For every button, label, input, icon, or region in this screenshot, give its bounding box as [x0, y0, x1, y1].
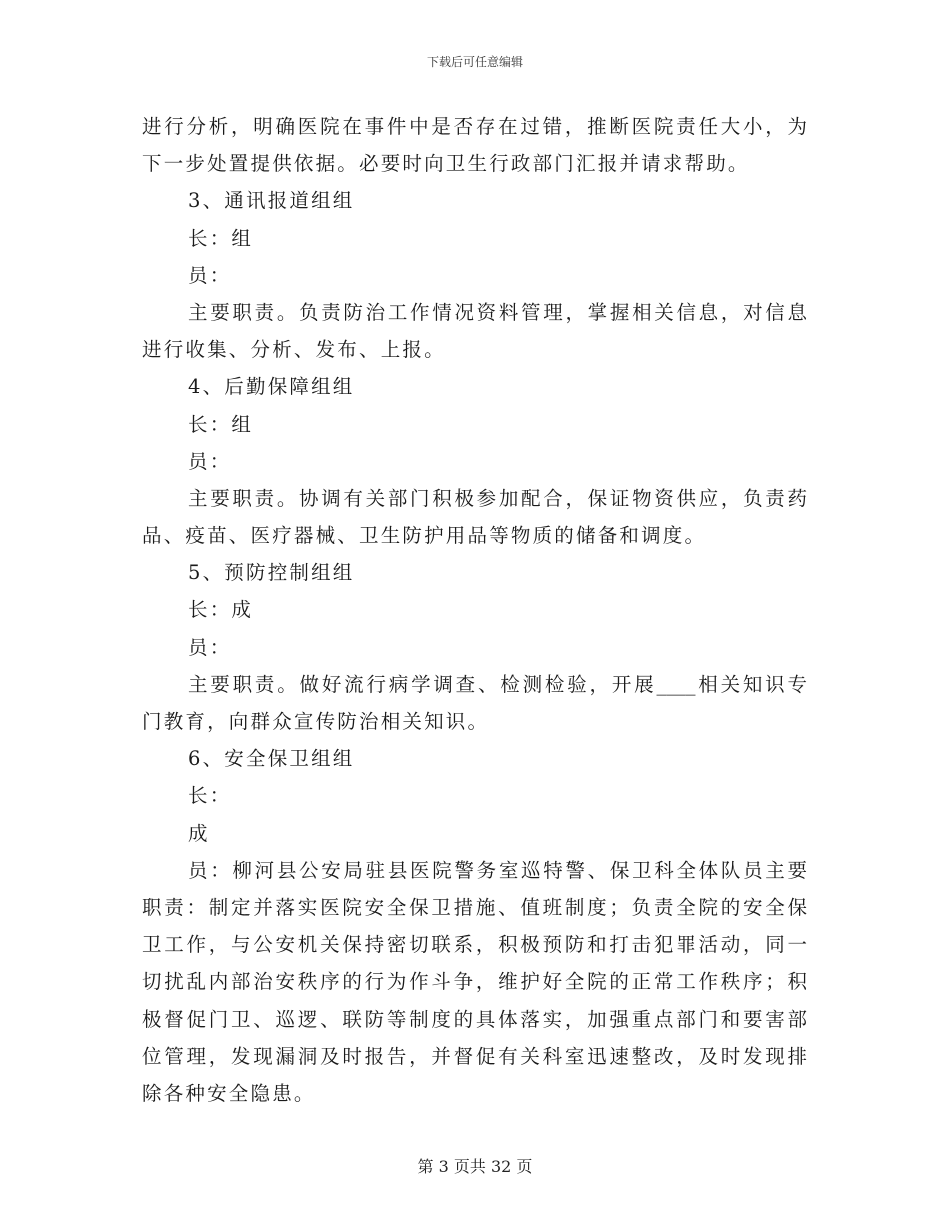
- text-line: 进行分析，明确医院在事件中是否存在过错，推断医院责任大小，为: [142, 115, 807, 138]
- text-line: 3、通讯报道组组: [188, 189, 355, 213]
- text-line: 主要职责。协调有关部门积极参加配合，保证物资供应，负责药: [188, 486, 807, 510]
- text-line: 门教育，向群众宣传防治相关知识。: [142, 710, 490, 733]
- text-line: 主要职责。做好流行病学调查、检测检验，开展____相关知识专: [188, 672, 807, 696]
- text-line: 职责：制定并落实医院安全保卫措施、值班制度；负责全院的安全保: [142, 895, 807, 919]
- text-line: 员：柳河县公安局驻县医院警务室巡特警、保卫科全体队员主要: [188, 858, 807, 882]
- text-line: 员：: [188, 635, 232, 659]
- text-line: 除各种安全隐患。: [142, 1081, 316, 1105]
- page-footer: 第 3 页共 32 页: [417, 1157, 533, 1176]
- text-line: 主要职责。负责防治工作情况资料管理，掌握相关信息，对信息: [188, 300, 807, 324]
- text-line: 卫工作，与公安机关保持密切联系，积极预防和打击犯罪活动，同一: [142, 933, 807, 957]
- text-line: 长：: [188, 784, 232, 808]
- text-line: 下一步处置提供依据。必要时向卫生行政部门汇报并请求帮助。: [142, 152, 750, 176]
- page-header: 下载后可任意编辑: [426, 55, 523, 69]
- text-line: 切扰乱内部治安秩序的行为作斗争，维护好全院的正常工作秩序；积: [142, 970, 807, 994]
- text-line: 员：: [188, 449, 232, 473]
- text-line: 员：: [188, 263, 232, 287]
- text-line: 极督促门卫、巡逻、联防等制度的具体落实，加强重点部门和要害部: [142, 1007, 807, 1031]
- text-line: 4、后勤保障组组: [188, 375, 355, 399]
- text-line: 长：组: [188, 412, 254, 436]
- text-line: 品、疫苗、医疗器械、卫生防护用品等物质的储备和调度。: [142, 524, 707, 548]
- text-line: 位管理，发现漏洞及时报告，并督促有关科室迅速整改，及时发现排: [142, 1044, 807, 1068]
- text-line: 长：成: [188, 598, 254, 622]
- text-line: 6、安全保卫组组: [188, 747, 355, 771]
- text-line: 5、预防控制组组: [188, 561, 355, 585]
- text-line: 成: [188, 821, 210, 845]
- text-line: 长：组: [188, 226, 254, 250]
- document-body: [142, 108, 807, 1112]
- text-line: 进行收集、分析、发布、上报。: [142, 338, 446, 362]
